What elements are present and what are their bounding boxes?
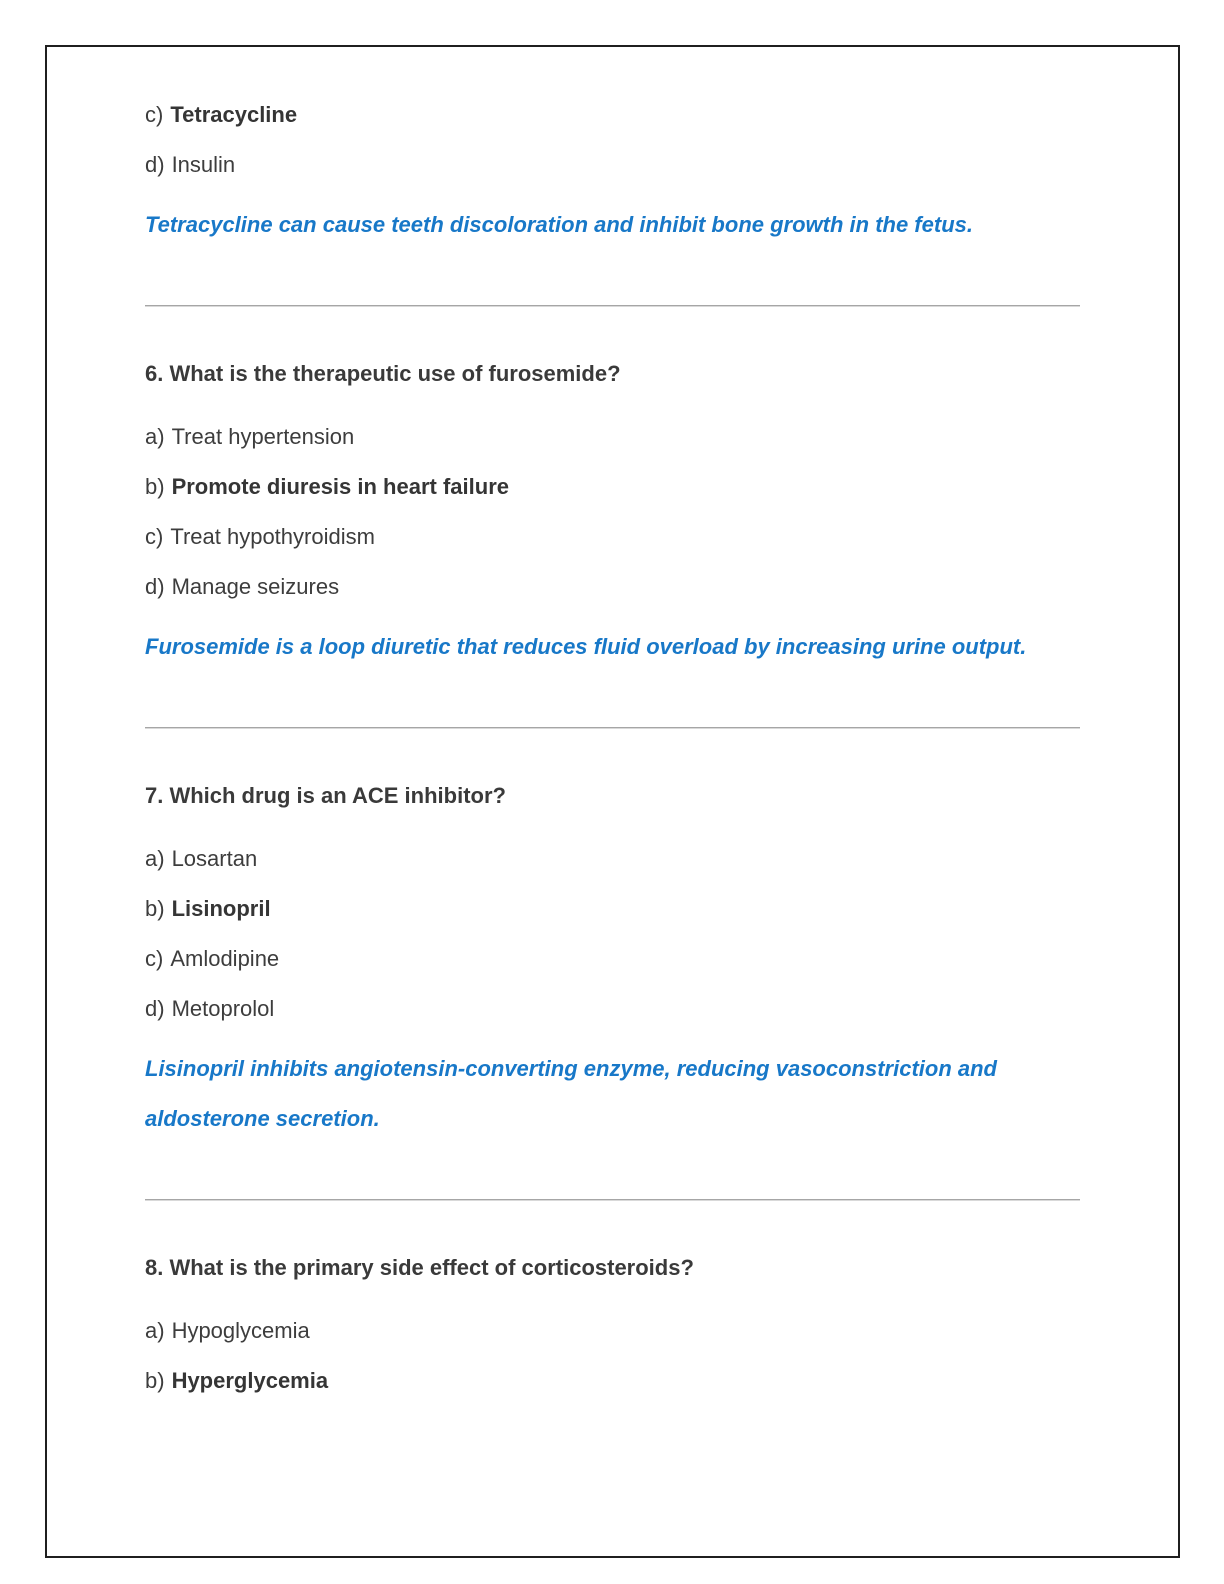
question-block-8 bbox=[145, 1253, 1120, 1396]
question-block-7 bbox=[145, 781, 1120, 1144]
option-prefix: a) bbox=[145, 1318, 165, 1343]
option-prefix: c) bbox=[145, 102, 164, 127]
option-prefix: b) bbox=[145, 474, 165, 499]
option-line bbox=[145, 994, 1120, 1024]
option-prefix: a) bbox=[145, 846, 165, 871]
divider bbox=[145, 1199, 1080, 1201]
option-prefix: b) bbox=[145, 896, 165, 921]
option-line bbox=[145, 894, 1120, 924]
option-text: Tetracycline bbox=[170, 102, 298, 127]
question-title: 8. What is the primary side effect of corticosteroids? bbox=[145, 1255, 694, 1280]
option-text: Lisinopril bbox=[171, 896, 271, 921]
option-text: Treat hypertension bbox=[171, 424, 355, 449]
option-line bbox=[145, 150, 1120, 180]
question-title: 6. What is the therapeutic use of furosemide? bbox=[145, 361, 621, 386]
explanation-text: Lisinopril inhibits angiotensin-converting enzyme, reducing vasoconstriction and aldosterone secretion. bbox=[145, 1056, 997, 1131]
option-text: Treat hypothyroidism bbox=[170, 524, 375, 549]
explanation-text: Tetracycline can cause teeth discoloration and inhibit bone growth in the fetus. bbox=[145, 212, 973, 237]
option-text: Promote diuresis in heart failure bbox=[171, 474, 509, 499]
option-prefix: d) bbox=[145, 574, 165, 599]
option-prefix: c) bbox=[145, 946, 164, 971]
option-prefix: d) bbox=[145, 152, 165, 177]
option-line bbox=[145, 572, 1120, 602]
option-text: Hypoglycemia bbox=[171, 1318, 310, 1343]
option-line bbox=[145, 844, 1120, 874]
option-text: Amlodipine bbox=[170, 946, 280, 971]
option-line bbox=[145, 1366, 1120, 1396]
option-line bbox=[145, 944, 1120, 974]
option-line bbox=[145, 422, 1120, 452]
question-block-6 bbox=[145, 359, 1120, 672]
option-text: Metoprolol bbox=[171, 996, 275, 1021]
option-text: Insulin bbox=[171, 152, 236, 177]
option-line bbox=[145, 1316, 1120, 1346]
option-prefix: c) bbox=[145, 524, 164, 549]
option-prefix: d) bbox=[145, 996, 165, 1021]
divider bbox=[145, 305, 1080, 307]
option-line bbox=[145, 472, 1120, 502]
option-text: Manage seizures bbox=[171, 574, 340, 599]
option-text: Losartan bbox=[171, 846, 258, 871]
option-line bbox=[145, 522, 1120, 552]
explanation-text: Furosemide is a loop diuretic that reduces fluid overload by increasing urine output. bbox=[145, 634, 1027, 659]
option-prefix: a) bbox=[145, 424, 165, 449]
option-line bbox=[145, 100, 1120, 130]
option-prefix: b) bbox=[145, 1368, 165, 1393]
question-block-continuation bbox=[145, 100, 1120, 250]
question-title: 7. Which drug is an ACE inhibitor? bbox=[145, 783, 506, 808]
divider bbox=[145, 727, 1080, 729]
option-text: Hyperglycemia bbox=[171, 1368, 329, 1393]
